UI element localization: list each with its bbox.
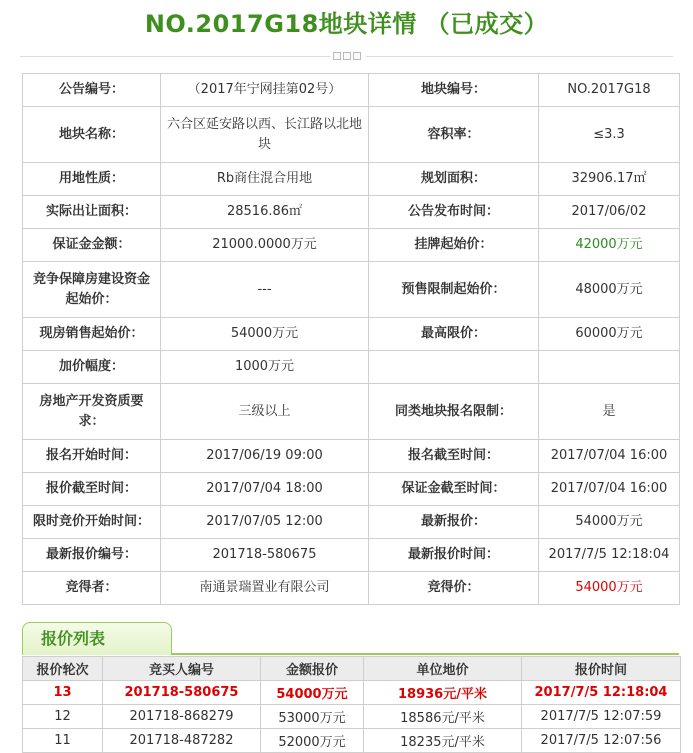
deposit-deadline: 2017/07/04 16:00 (539, 473, 680, 506)
empty-cell (539, 351, 680, 384)
timed-bidding-start: 2017/07/05 12:00 (161, 506, 369, 539)
latest-quote-number: 201718-580675 (161, 539, 369, 572)
bid-time: 2017/7/5 12:18:04 (522, 681, 681, 705)
quote-deadline: 2017/07/04 18:00 (161, 473, 369, 506)
bid-time: 2017/7/5 12:07:56 (522, 729, 681, 753)
detail-row (23, 74, 680, 107)
detail-row (23, 351, 680, 384)
registration-start: 2017/06/19 09:00 (161, 440, 369, 473)
detail-label: 房地产开发资质要求： (23, 384, 161, 440)
winner: 南通景瑞置业有限公司 (161, 572, 369, 605)
column-header: 金额报价 (261, 657, 364, 681)
detail-label: 公告发布时间： (369, 196, 539, 229)
increment: 1000万元 (161, 351, 369, 384)
winning-price: 54000万元 (539, 572, 680, 605)
max-price: 60000万元 (539, 318, 680, 351)
announcement-number: （2017年宁网挂第02号） (161, 74, 369, 107)
divider-line-right (366, 56, 673, 57)
detail-row (23, 572, 680, 605)
latest-quote-time: 2017/7/5 12:18:04 (539, 539, 680, 572)
bid-list-tab-strip (22, 620, 679, 656)
detail-row (23, 107, 680, 163)
parcel-name: 六合区延安路以西、长江路以北地块 (161, 107, 369, 163)
detail-label: 容积率： (369, 107, 539, 163)
detail-label: 加价幅度： (23, 351, 161, 384)
detail-row (23, 539, 680, 572)
detail-label: 预售限制起始价： (369, 262, 539, 318)
presale-limit-price: 48000万元 (539, 262, 680, 318)
bid-round: 11 (23, 729, 103, 753)
detail-label: 限时竞价开始时间： (23, 506, 161, 539)
detail-label: 竞得者： (23, 572, 161, 605)
detail-label: 报名截至时间： (369, 440, 539, 473)
detail-label: 实际出让面积： (23, 196, 161, 229)
ready-sale-price: 54000万元 (161, 318, 369, 351)
table-row (23, 681, 681, 705)
housing-fund-price: --- (161, 262, 369, 318)
detail-row (23, 262, 680, 318)
plot-ratio: ≤3.3 (539, 107, 680, 163)
parcel-detail-table (22, 73, 680, 605)
detail-label: 挂牌起始价： (369, 229, 539, 262)
empty-cell (369, 351, 539, 384)
bid-amount: 53000万元 (261, 705, 364, 729)
divider-line-left (20, 56, 331, 57)
column-header: 单位地价 (364, 657, 522, 681)
bidder-number: 201718-868279 (103, 705, 261, 729)
detail-label: 竞争保障房建设资金起始价： (23, 262, 161, 318)
bid-list-table (22, 656, 681, 753)
detail-label: 最新报价： (369, 506, 539, 539)
detail-row (23, 384, 680, 440)
detail-row (23, 506, 680, 539)
bid-amount: 54000万元 (261, 681, 364, 705)
table-row (23, 729, 681, 753)
detail-label: 地块编号： (369, 74, 539, 107)
table-row (23, 705, 681, 729)
unit-price: 18235元/平米 (364, 729, 522, 753)
detail-label: 同类地块报名限制： (369, 384, 539, 440)
divider-ornament-icon (333, 51, 365, 61)
publish-date: 2017/06/02 (539, 196, 680, 229)
unit-price: 18586元/平米 (364, 705, 522, 729)
detail-label: 最新报价编号： (23, 539, 161, 572)
registration-limit: 是 (539, 384, 680, 440)
latest-quote: 54000万元 (539, 506, 680, 539)
unit-price: 18936元/平米 (364, 681, 522, 705)
detail-row (23, 229, 680, 262)
bid-round: 12 (23, 705, 103, 729)
column-header: 报价轮次 (23, 657, 103, 681)
tab-bid-list[interactable]: 报价列表 (22, 622, 172, 655)
actual-area: 28516.86㎡ (161, 196, 369, 229)
table-header-row (23, 657, 681, 681)
bid-amount: 52000万元 (261, 729, 364, 753)
column-header: 报价时间 (522, 657, 681, 681)
bidder-number: 201718-487282 (103, 729, 261, 753)
parcel-number: NO.2017G18 (539, 74, 680, 107)
bid-round: 13 (23, 681, 103, 705)
detail-label: 规划面积： (369, 163, 539, 196)
detail-label: 最高限价： (369, 318, 539, 351)
detail-label: 报名开始时间： (23, 440, 161, 473)
detail-label: 地块名称： (23, 107, 161, 163)
detail-label: 公告编号： (23, 74, 161, 107)
detail-row (23, 440, 680, 473)
bidder-number: 201718-580675 (103, 681, 261, 705)
deposit-amount: 21000.0000万元 (161, 229, 369, 262)
land-use: Rb商住混合用地 (161, 163, 369, 196)
detail-label: 竞得价： (369, 572, 539, 605)
starting-price: 42000万元 (539, 229, 680, 262)
detail-label: 现房销售起始价： (23, 318, 161, 351)
column-header: 竞买人编号 (103, 657, 261, 681)
detail-label: 最新报价时间： (369, 539, 539, 572)
detail-row (23, 318, 680, 351)
detail-label: 报价截至时间： (23, 473, 161, 506)
detail-label: 保证金截至时间： (369, 473, 539, 506)
qualification: 三级以上 (161, 384, 369, 440)
detail-label: 保证金金额： (23, 229, 161, 262)
page-title: NO.2017G18地块详情 （已成交） (144, 10, 549, 38)
planned-area: 32906.17㎡ (539, 163, 680, 196)
registration-end: 2017/07/04 16:00 (539, 440, 680, 473)
detail-label: 用地性质： (23, 163, 161, 196)
detail-row (23, 473, 680, 506)
detail-row (23, 163, 680, 196)
detail-row (23, 196, 680, 229)
title-divider (0, 50, 693, 62)
bid-time: 2017/7/5 12:07:59 (522, 705, 681, 729)
